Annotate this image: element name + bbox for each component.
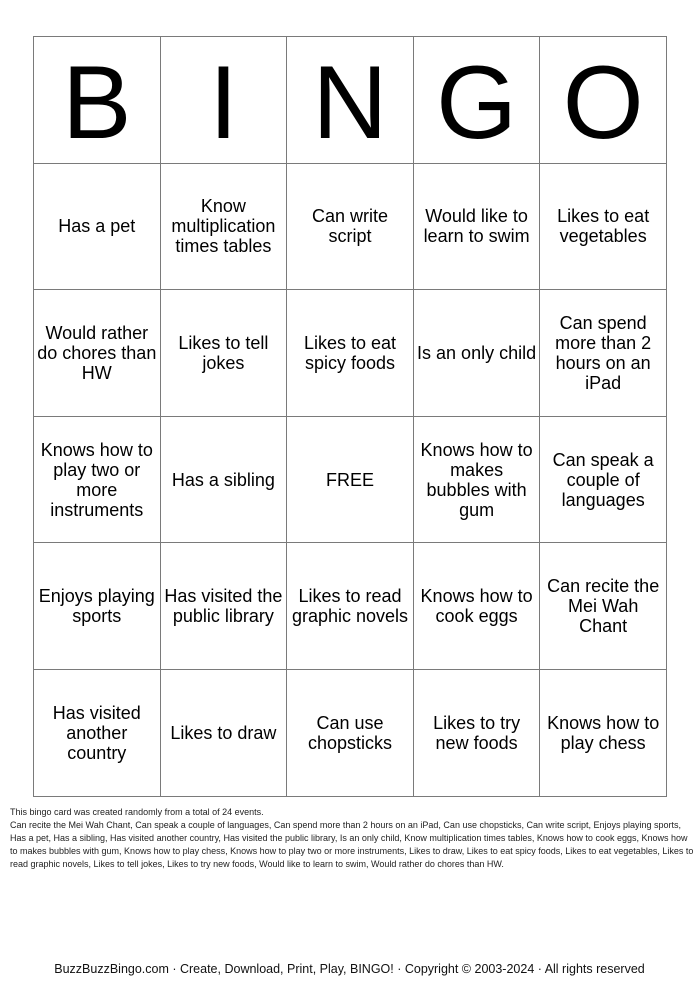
bingo-cell: Has a pet [34,163,161,290]
header-letter-n: N [287,37,414,164]
bingo-cell: Can use chopsticks [287,669,414,796]
bingo-cell: Is an only child [413,290,540,417]
bingo-cell: Can spend more than 2 hours on an iPad [540,290,667,417]
bingo-cell: Can write script [287,163,414,290]
bingo-cell: Would like to learn to swim [413,163,540,290]
bingo-cell: Likes to draw [160,669,287,796]
footnote-intro: This bingo card was created randomly from a total of 24 events. [10,807,264,817]
bingo-row [34,543,667,670]
bingo-row [34,290,667,417]
bingo-row [34,416,667,543]
bingo-cell: Likes to tell jokes [160,290,287,417]
free-space-cell: FREE [287,416,414,543]
bingo-header-row [34,37,667,164]
bingo-cell: Knows how to makes bubbles with gum [413,416,540,543]
bingo-cell: Has visited another country [34,669,161,796]
bingo-cell: Knows how to play two or more instruments [34,416,161,543]
footnote-events-list: Can recite the Mei Wah Chant, Can speak a couple of languages, Can spend more than 2 hours on an iPad, Can use chopsticks, Can write script, Enjoys playing sports, Has a pet, Has a sibling, Has visited another country, Has visited the public library, Is an only child, Know multiplication times tables, Knows how to cook eggs, Knows how to makes bubbles with gum, Knows how to play chess, Knows how to play two or more instruments, Likes to draw, Likes to eat spicy foods, Likes to eat vegetables, Likes to read graphic novels, Likes to tell jokes, Likes to try new foods, Would like to learn to swim, Would rather do chores than HW. [10,820,694,869]
card-footnote [10,806,694,871]
bingo-cell: Knows how to play chess [540,669,667,796]
header-letter-g: G [413,37,540,164]
bingo-cell: Likes to eat spicy foods [287,290,414,417]
bingo-cell: Can recite the Mei Wah Chant [540,543,667,670]
bingo-cell: Knows how to cook eggs [413,543,540,670]
bingo-cell: Enjoys playing sports [34,543,161,670]
bingo-cell: Has visited the public library [160,543,287,670]
bingo-cell: Would rather do chores than HW [34,290,161,417]
header-letter-o: O [540,37,667,164]
bingo-row [34,163,667,290]
header-letter-i: I [160,37,287,164]
header-letter-b: B [34,37,161,164]
bingo-cell: Likes to try new foods [413,669,540,796]
bingo-cell: Likes to read graphic novels [287,543,414,670]
bingo-cell: Has a sibling [160,416,287,543]
page-footer: BuzzBuzzBingo.com · Create, Download, Print, Play, BINGO! · Copyright © 2003-2024 · All rights reserved [54,962,645,976]
bingo-cell: Likes to eat vegetables [540,163,667,290]
bingo-card [33,36,667,797]
bingo-cell: Know multiplication times tables [160,163,287,290]
bingo-cell: Can speak a couple of languages [540,416,667,543]
bingo-row [34,669,667,796]
